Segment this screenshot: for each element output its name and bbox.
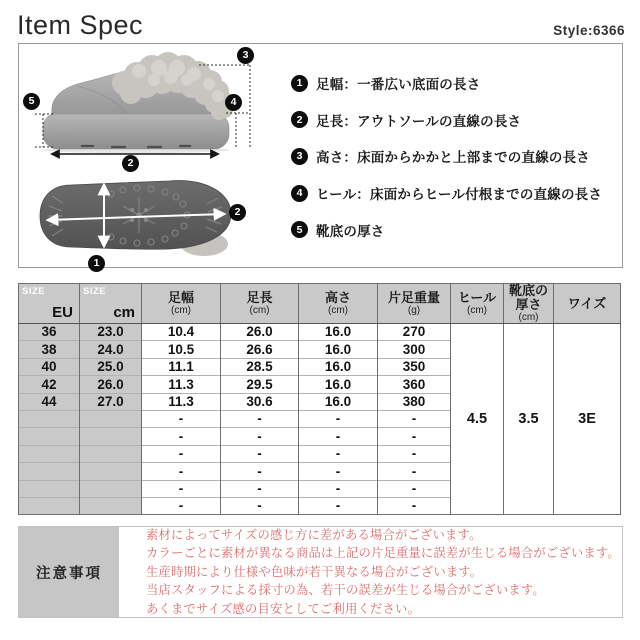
cm-label: cm [113,304,135,321]
notes-label: 注意事項 [19,527,119,617]
cell-eu: 42 [19,376,80,393]
cell-width: - [142,445,221,462]
cell-weight: 350 [378,358,451,375]
outsole-bottom-view [40,181,231,256]
cell-weight: 360 [378,376,451,393]
note-line: あくまでサイズ感の目安としてご利用ください。 [146,601,420,616]
cell-height: - [299,428,378,445]
note-line: 当店スタッフによる採寸の為、若干の誤差が生じる場合がございます。 [146,583,545,598]
cell-eu [19,445,80,462]
cell-eu: 38 [19,341,80,358]
cell-width: 10.5 [142,341,221,358]
cell-weight: 380 [378,393,451,410]
th-foot-length: 足長 (cm) [221,284,299,324]
cell-height: 16.0 [299,341,378,358]
size-table [18,283,621,515]
legend-item [291,138,602,175]
cell-height: 16.0 [299,376,378,393]
cell-eu: 44 [19,393,80,410]
cell-eu: 36 [19,324,80,341]
cell-cm [80,497,142,514]
legend-item [291,102,602,139]
cell-eu [19,410,80,427]
cell-weight: - [378,497,451,514]
cell-weight: - [378,410,451,427]
measurement-legend [291,65,602,248]
size-label: SIZE [83,286,107,297]
cell-eu: 40 [19,358,80,375]
cell-height: - [299,480,378,497]
cell-cm: 24.0 [80,341,142,358]
cell-cm: 25.0 [80,358,142,375]
cell-height: - [299,410,378,427]
shoe-measurement-illustration [19,44,279,267]
marker-2-foot-length-bottom: 2 [229,204,246,221]
cell-height: 16.0 [299,393,378,410]
style-number: Style:6366 [553,23,625,38]
marker-5-sole-thickness: 5 [23,93,40,110]
notes-body [119,527,622,617]
th-size-eu [19,284,80,324]
cell-width: - [142,428,221,445]
cell-length: - [221,410,299,427]
cell-eu [19,480,80,497]
cell-length: 29.5 [221,376,299,393]
cell-width: - [142,480,221,497]
cell-length: - [221,463,299,480]
legend-text: 靴底の厚さ [316,223,385,239]
cell-length: 26.6 [221,341,299,358]
cell-width: - [142,497,221,514]
cell-height: 16.0 [299,324,378,341]
cell-width: - [142,463,221,480]
cell-weight: - [378,480,451,497]
legend-number-badge: 2 [291,111,308,128]
cell-eu [19,497,80,514]
cell-width: 10.4 [142,324,221,341]
table-header-row [19,284,621,324]
cell-length: 30.6 [221,393,299,410]
marker-4-heel: 4 [225,94,242,111]
note-line: カラーごとに素材が異なる商品は上記の片足重量に誤差が生じる場合がございます。 [146,546,620,561]
legend-text: 足長：アウトソールの直線の長さ [316,113,522,129]
legend-text: 足幅：一番広い底面の長さ [316,77,481,93]
cell-cm: 27.0 [80,393,142,410]
cell-height: - [299,497,378,514]
marker-1-foot-width: 1 [88,255,105,272]
cell-cm [80,463,142,480]
notes-panel [18,526,623,618]
note-line: 素材によってサイズの感じ方に差がある場合がございます。 [146,527,482,542]
cell-cm [80,410,142,427]
eu-label: EU [52,304,73,321]
cell-length: - [221,497,299,514]
measurement-diagram-panel [18,43,623,268]
legend-text: ヒール：床面からヒール付根までの直線の長さ [316,187,603,203]
cell-weight: - [378,463,451,480]
th-size-cm [80,284,142,324]
th-wise: ワイズ [554,284,621,324]
size-table-body [19,324,621,515]
cell-heel-merged: 4.5 [451,324,504,515]
slipper-side-view [43,52,233,153]
cell-length: 28.5 [221,358,299,375]
cell-wise-merged: 3E [554,324,621,515]
cell-width: 11.1 [142,358,221,375]
cell-height: - [299,463,378,480]
marker-3-height: 3 [237,47,254,64]
cell-cm [80,428,142,445]
cell-weight: 270 [378,324,451,341]
cell-length: 26.0 [221,324,299,341]
cell-width: 11.3 [142,393,221,410]
cell-sole-thickness-merged: 3.5 [504,324,554,515]
cell-height: - [299,445,378,462]
table-row [19,324,621,341]
legend-item [291,65,602,102]
cell-width: - [142,410,221,427]
legend-number-badge: 1 [291,75,308,92]
cell-width: 11.3 [142,376,221,393]
th-weight: 片足重量 (g) [378,284,451,324]
cell-cm [80,480,142,497]
th-height: 高さ (cm) [299,284,378,324]
cell-cm: 26.0 [80,376,142,393]
legend-text: 高さ：床面からかかと上部までの直線の長さ [316,150,590,166]
marker-2-foot-length-side: 2 [122,155,139,172]
th-heel: ヒール (cm) [451,284,504,324]
size-label: SIZE [22,286,46,297]
page-title: Item Spec [17,10,144,40]
cell-height: 16.0 [299,358,378,375]
cell-weight: - [378,445,451,462]
legend-number-badge: 5 [291,221,308,238]
cell-eu [19,428,80,445]
cell-length: - [221,480,299,497]
cell-eu [19,463,80,480]
legend-item [291,175,602,212]
cell-weight: - [378,428,451,445]
legend-number-badge: 4 [291,185,308,202]
cell-cm: 23.0 [80,324,142,341]
cell-cm [80,445,142,462]
cell-length: - [221,428,299,445]
cell-weight: 300 [378,341,451,358]
legend-number-badge: 3 [291,148,308,165]
cell-length: - [221,445,299,462]
th-foot-width: 足幅 (cm) [142,284,221,324]
note-line: 生産時期により仕様や色味が若干異なる場合がございます。 [146,564,483,579]
th-sole-thickness: 靴底の厚さ (cm) [504,284,554,324]
legend-item [291,211,602,248]
